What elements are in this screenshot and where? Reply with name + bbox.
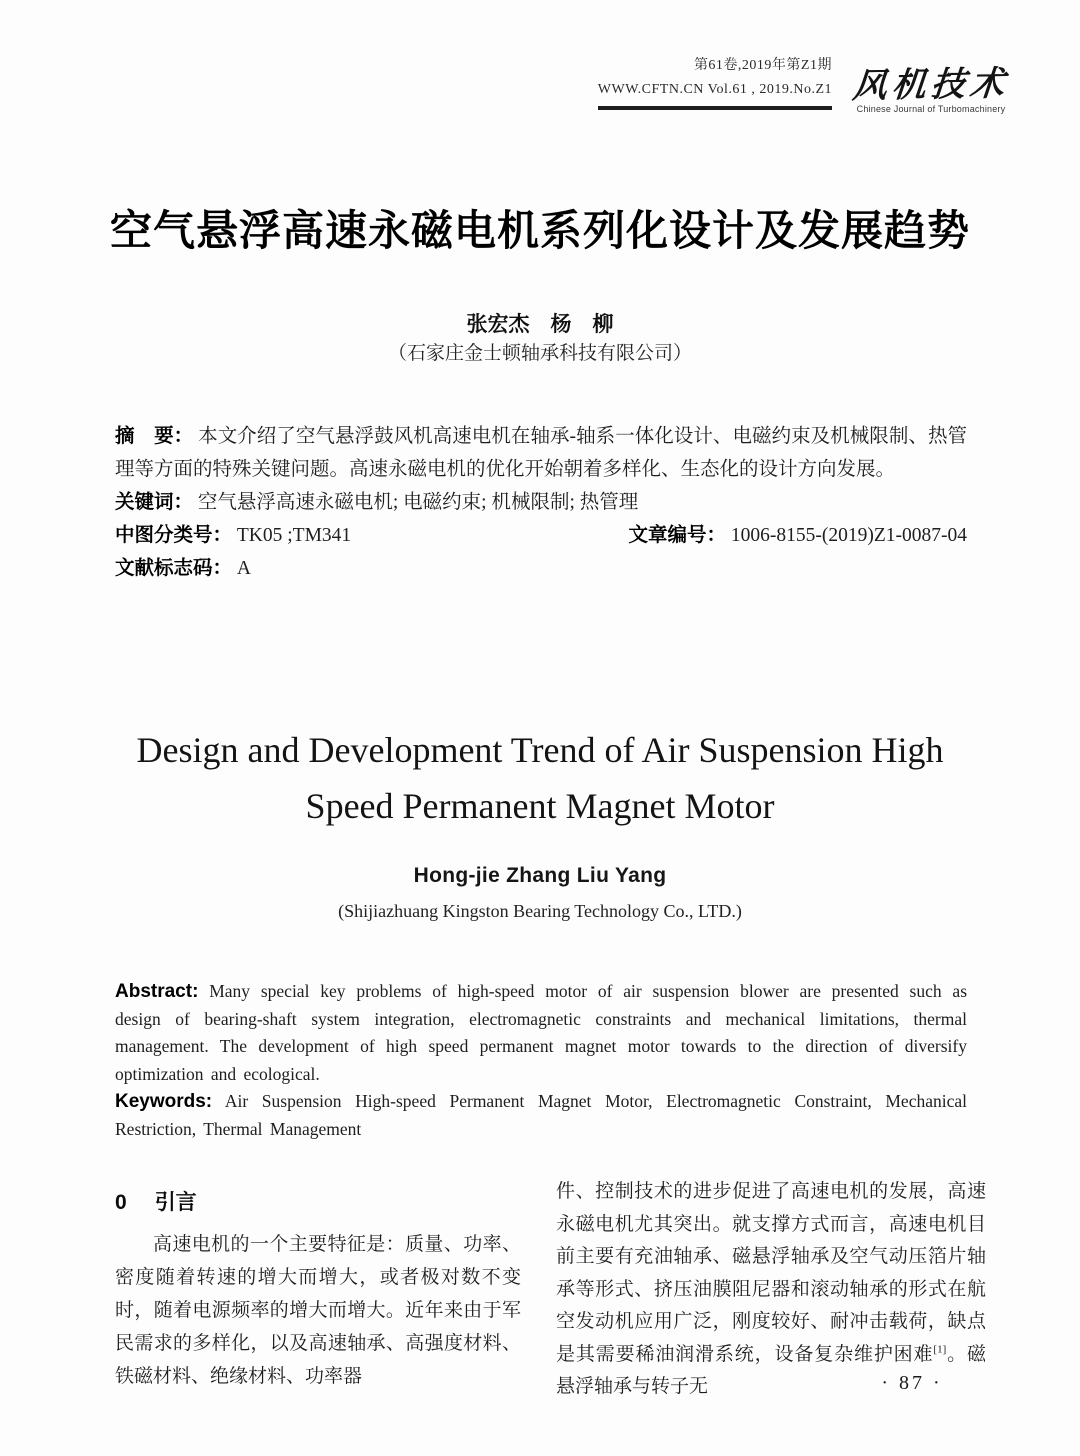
clc-label: 中图分类号： [115, 524, 233, 546]
journal-url-line: WWW.CFTN.CN Vol.61 , 2019.No.Z1 [597, 82, 832, 97]
journal-issue-info [598, 54, 832, 110]
journal-logo-title: 风机技术 [851, 63, 1011, 107]
journal-volume-line: 第61卷,2019年第Z1期 [693, 58, 832, 73]
clc-value: TK05 ;TM341 [236, 525, 352, 546]
meta-block-cn [115, 420, 967, 585]
paper-title-cn: 空气悬浮高速永磁电机系列化设计及发展趋势 [109, 207, 970, 254]
document-code-value: A [236, 558, 251, 579]
paper-title-en-line2: Speed Permanent Magnet Motor [305, 786, 775, 826]
keywords-label-en: Keywords: [115, 1091, 213, 1112]
classification-row [115, 519, 967, 552]
journal-header [597, 54, 1016, 114]
journal-logo-subtitle: Chinese Journal of Turbomachinery [856, 104, 1006, 114]
keywords-text-en: Air Suspension High-speed Permanent Magnet Motor, Electromagnetic Constraint, Mechanical Restriction, Thermal Management [115, 1091, 967, 1139]
intro-paragraph-right-tail: 。磁悬浮轴承与转子无 [556, 1343, 986, 1397]
document-code-label: 文献标志码： [115, 557, 233, 579]
meta-block-en [115, 978, 967, 1143]
paper-title-en [0, 722, 1080, 834]
keywords-label-cn: 关键词： [115, 491, 194, 513]
body-column-left [115, 1186, 521, 1393]
article-number-value: 1006-8155-(2019)Z1-0087-04 [730, 525, 967, 546]
abstract-text-en: Many special key problems of high-speed motor of air suspension blower are presented such as design of bearing-shaft system integration, electromagnetic constraints and mechanical limitations, thermal management. The development of high speed permanent magnet motor towards to the direction of diversify optimization and ecological. [115, 981, 968, 1084]
intro-paragraph-right-text: 件、控制技术的进步促进了高速电机的发展，高速永磁电机尤其突出。就支撑方式而言，高速电机目前主要有充油轴承、磁悬浮轴承及空气动压箔片轴承等形式、挤压油膜阻尼器和滚动轴承的形式在航空发动机应用广泛，刚度较好、耐冲击载荷，缺点是其需要稀油润滑系统，设备复杂维护困难 [556, 1181, 986, 1365]
affiliation-en: (Shijiazhuang Kingston Bearing Technology Co., LTD.) [338, 901, 742, 921]
intro-paragraph-right [556, 1176, 986, 1404]
abstract-cn [115, 420, 967, 486]
paper-title-en-line1: Design and Development Trend of Air Suspension High [136, 730, 944, 770]
abstract-label-cn: 摘 要： [115, 425, 194, 447]
abstract-en [115, 978, 967, 1088]
abstract-label-en: Abstract: [115, 981, 199, 1002]
abstract-text-cn: 本文介绍了空气悬浮鼓风机高速电机在轴承-轴系一体化设计、电磁约束及机械限制、热管理等方面的特殊关键问题。高速永磁电机的优化开始朝着多样化、生态化的设计方向发展。 [115, 426, 968, 480]
clc-number [115, 519, 351, 552]
section-heading-introduction [115, 1186, 521, 1216]
document-code [115, 552, 967, 585]
authors-cn: 张宏杰 杨 柳 [466, 313, 614, 336]
intro-paragraph-left: 高速电机的一个主要特征是：质量、功率、密度随着转速的增大而增大，或者极对数不变时，随着电源频率的增大而增大。近年来由于军民需求的多样化，以及高速轴承、高强度材料、铁磁材料、绝缘材料、功率器 [115, 1234, 521, 1387]
body-column-right [556, 1176, 986, 1404]
keywords-cn [115, 486, 967, 519]
authors-en: Hong-jie Zhang Liu Yang [413, 864, 667, 887]
article-number [628, 519, 967, 552]
section-title: 引言 [154, 1191, 197, 1214]
keywords-text-cn: 空气悬浮高速永磁电机; 电磁约束; 机械限制; 热管理 [197, 492, 639, 513]
section-number: 0 [115, 1191, 127, 1214]
article-number-label: 文章编号： [628, 524, 726, 546]
citation-ref-1: [1] [933, 1343, 947, 1356]
affiliation-cn: （石家庄金士顿轴承科技有限公司） [387, 343, 692, 364]
page-number: · 87 · [881, 1372, 943, 1394]
keywords-en [115, 1088, 967, 1143]
journal-logo [846, 63, 1016, 114]
